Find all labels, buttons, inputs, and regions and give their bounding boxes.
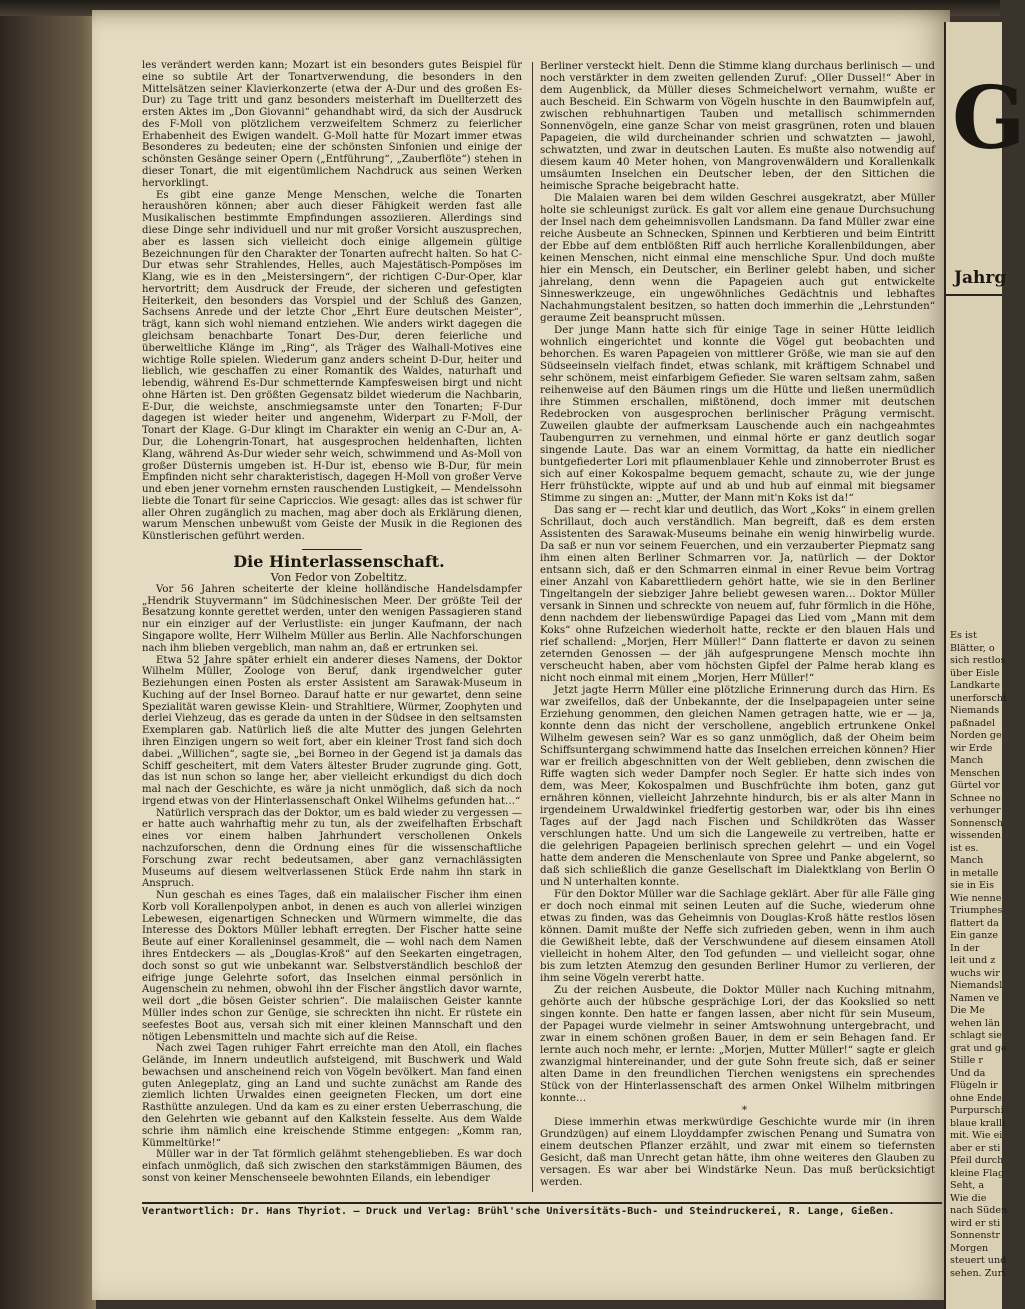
adjacent-text-line: Triumphes (950, 905, 1003, 916)
adjacent-text-line: Morgen (950, 1242, 989, 1254)
adjacent-text-line: Flügeln ir (950, 1080, 998, 1091)
right-column (540, 60, 935, 1200)
adjacent-text-line: Es ist (950, 630, 977, 641)
adjacent-text-line: wir Erde (950, 742, 993, 754)
text-columns (142, 60, 942, 1200)
story-paragraph: Zu der reichen Ausbeute, die Doktor Müller nach Kuching mitnahm, gehörte auch der hübsche gesprächige Lori, der das Kookslied so nett singen konnte. Den hatte er fangen lassen, aber nicht für sein Museum, der Papagei wurde vielmehr in seiner Amtswohnung untergebracht, und zwar in einem schönen großen Bauer, in dem er sein Behagen fand. Er lernte auch noch mehr, er lernte: „Morjen, Mutter Müller!“ sagte er gleich zwanzigmal hintereinander, und der gute Sohn freute sich, daß er seiner alten Dame in den freundlichen Tierchen wenigstens ein sprechendes Stück von der Hinterlassenschaft des armen Onkel Wilhelm mitbringen konnte… (540, 984, 935, 1104)
adjacent-text-line: wissenden (950, 830, 1001, 841)
adjacent-text-line: Die Me (950, 1005, 985, 1016)
adjacent-text-line: unerforscht (950, 692, 1007, 704)
adjacent-text-line: Blätter, o (950, 642, 995, 654)
adjacent-text-line: Niemands (950, 705, 1000, 716)
book-spine-shadow (0, 0, 96, 1309)
adjacent-header: Jahrg (954, 268, 1007, 288)
story-paragraph: Nach zwei Tagen ruhiger Fahrt erreichte man den Atoll, ein flaches Gelände, im Innern undeutlich aufsteigend, mit Buschwerk und Wald bewachsen und anscheinend reich von Vögeln bevölkert. Man fand einen guten Anlegeplatz, ging an Land und suchte zunächst am Rande des ziemlich lichten Urwaldes einen geeigneten Flecken, um dort eine Rasthütte anzulegen. Und da kam es zu einer ersten Ueberraschung, die den Gelehrten wie gebannt auf den Kalkstein fesselte. Aus dem Walde schrie ihm nämlich eine kreischende Stimme entgegen: „Komm ran, Kümmeltürke!“ (142, 1043, 522, 1149)
intro-paragraph: Es gibt eine ganze Menge Menschen, welche die Tonarten heraushören können; aber auch dieser Fähigkeit werden fast alle Musikalischen bestimmte Empfindungen assoziieren. Allerdings sind diese Dinge sehr individuell und nur mit großer Vorsicht auszusprechen, aber es lassen sich vielleicht doch einige allgemein gültige Bezeichnungen für den Charakter der Tonarten aufrecht halten. So hat C-Dur etwas sehr Strahlendes, Helles, auch Majestätisch-Pompöses im Klang, wie es in den „Meistersingern“, der richtigen C-Dur-Oper, klar hervortritt; dem Ausdruck der Freude, der sicheren und gefestigten Heiterkeit, den besonders das Vorspiel und der Schluß des Ganzen, Sachsens Anrede und der letzte Chor „Ehrt Eure deutschen Meister“, trägt, kann sich wohl niemand entziehen. Wie anders wirkt dagegen die gleichsam benachbarte Tonart Des-Dur, deren feierliche und überweltliche Klänge im „Ring“, als Träger des Walhall-Motives eine wichtige Rolle spielen. Wiederum ganz anders scheint D-Dur, heiter und lieblich, wie geschaffen zu einer Romantik des Waldes, naturhaft und lebendig, während Es-Dur schmetternde Kampfesweisen birgt und nicht ohne Härten ist. Den größten Gegensatz bildet wiederum die Nachbarin, E-Dur, die weichste, anschmiegsamste unter den Tonarten; F-Dur dagegen ist wieder heiter und angenehm, Widerpart zu F-Moll, der Tonart der Klage. G-Dur klingt im Charakter ein wenig an C-Dur an, A-Dur, die Lohengrin-Tonart, hat ausgesprochen heldenhaften, lichten Klang, während As-Dur wieder sehr weich, schwimmend und As-Moll von großer Düsternis umgeben ist. H-Dur ist, ebenso wie B-Dur, für mein Empfinden nicht sehr charakteristisch, dagegen H-Moll von großer Verve und eben jener vornehm ernsten rauschenden Lustigkeit, — Mendelssohn liebte die Tonart für seine Capriccios. Wie gesagt: alles das ist schwer für aller Ohren zugänglich zu machen, mag aber doch als Erklärung dienen, warum Menschen unbewußt vom Geiste der Musik in die Regionen des Künstlerischen geführt werden. (142, 189, 522, 543)
adjacent-text-line: flattert da (950, 917, 999, 929)
adjacent-text-line: verhunger (950, 805, 1001, 816)
adjacent-rule (946, 294, 1002, 296)
imprint-footer: Verantwortlich: Dr. Hans Thyriot. — Druck und Verlag: Brühl'sche Universitäts-Buch- und Steindruckerei, R. Lange, Gießen. (142, 1206, 895, 1217)
adjacent-page (944, 22, 1025, 1309)
adjacent-text-line: Menschen (950, 767, 1001, 779)
adjacent-text-line: Pfeil durch (950, 1155, 1004, 1166)
story-paragraph: Jetzt jagte Herrn Müller eine plötzliche Erinnerung durch das Hirn. Es war zweifellos, daß der Unbekannte, der die Inselpapageien unter seine Erziehung genommen, den gleichen Namen getragen hatte, wie er — ja, konnte denn das nicht der verschollene, angeblich ertrunkene Onkel Wilhelm gewesen sein? War es so ganz unmöglich, daß der Oheim beim Schiffsuntergang schwimmend hatte das Inselchen erreichen können? Hier war er freilich abgeschnitten von der Welt geblieben, denn zwischen die Riffe wagten sich weder Dampfer noch Segler. Er hatte sich indes von dem, was Meer, Kokospalmen und Buschfrüchte ihm boten, ganz gut ernähren können, vielleicht Jahrzehnte hindurch, bis er als alter Mann in irgendeinem Urwaldwinkel friedfertig gestorben war, oder bis ihn eines Tages auf der Jagd nach Fischen und Schildkröten das Wasser verschlungen hatte. Und um sich die Langeweile zu vertreiben, hatte er die gelehrigen Papageien berlinisch sprechen gelehrt — und ein Vogel hatte dem anderen die Menschenlaute von Spree und Panke abgelernt, so daß sich schließlich die ganze Gesellschaft im Dialektklang von Berlin O und N unterhalten konnte. (540, 684, 935, 888)
story-paragraph: Das sang er — recht klar und deutlich, das Wort „Koks“ in einem grellen Schrillaut, doch auch verständlich. Man begreift, daß es dem ersten Assistenten des Sarawak-Museums beinahe ein wenig hinwirbelig wurde. Da saß er nun vor seinem Feuerchen, und ein verzauberter Piepmatz sang ihm einen alten Berliner Schmarren vor. Ja, natürlich — der Doktor entsann sich, daß er den Schmarren einmal in einer Revue beim Vortrag einer Anzahl von Kabarettliedern gehört hatte, wie sie in den Berliner Tingeltangeln der siebziger Jahre beliebt gewesen waren… Doktor Müller versank in Sinnen und schreckte von neuem auf, fuhr förmlich in die Höhe, denn nachdem der liebenswürdige Papagei das Lied vom „Mann mit dem Koks“ ohne Rufzeichen wiederholt hatte, reckte er den blauen Hals und rief schallend: „Morjen, Herr Müller!“ Dann flatterte er davon zu seinen zeternden Genossen — der jäh aufgesprungene Mensch mochte ihn verscheucht haben, aber vom höchsten Gipfel der Palme herab klang es nicht noch einmal mit einem „Morjen, Herr Müller!“ (540, 504, 935, 684)
adjacent-text-line: Ein ganze (950, 930, 999, 941)
adjacent-text-line: Schnee no (950, 792, 1001, 804)
footer-rule (142, 1202, 942, 1204)
adjacent-text-line: Purpurschi (950, 1105, 1004, 1116)
adjacent-text-line: in metalle (950, 867, 999, 879)
adjacent-text-line: sie in Eis (950, 880, 995, 891)
intro-paragraph: les verändert werden kann; Mozart ist ein besonders gutes Beispiel für eine so subtile Art der Tonartverwendung, die besonders in den Mittelsätzen seiner Klavierkonzerte (etwa der A-Dur und des großen Es-Dur) zu Tage tritt und ganz besonders meisterhaft im Duellterzett des ersten Aktes im „Don Giovanni“ gehandhabt wird, da sich der Ausdruck des F-Moll von plötzlichem verzweifeltem Schmerz zu feierlicher Erhabenheit des Ewigen wandelt. G-Moll hatte für Mozart immer etwas Besonderes zu bedeuten; eine der schönsten Sinfonien und einige der schönsten Gesänge seiner Opern („Entführung“, „Zauberflöte“) stehen in dieser Tonart, die mit eigentümlichem Nachdruck aus seinen Werken hervorklingt. (142, 60, 522, 189)
story-paragraph: Berliner versteckt hielt. Denn die Stimme klang durchaus berlinisch — und noch verstärkter in dem zweiten gellenden Zuruf: „Oller Dussel!“ Aber in dem Augenblick, da Müller dieses Schmeichelwort vernahm, wußte er auch Bescheid. Ein Schwarm von Vögeln huschte in den Baumwipfeln auf, zwischen rebhuhnartigen Tauben und metallisch schimmernden Sonnenvögeln, eine ganze Schar von meist grasgrünen, roten und blauen Papageien, die wild durcheinander schrien und schwatzten — jawohl, schwatzten, und zwar in deutschen Lauten. Es mußte also notwendig auf diesem kaum 40 Meter hohen, von Mangrovenwäldern und Korallenkalk umsäumten Inselchen ein Deutscher leben, der den Sittichen die heimische Sprache beigebracht hatte. (540, 60, 935, 192)
adjacent-text-line: Wie nenne (950, 892, 1002, 904)
adjacent-text-line: Wie die (950, 1192, 987, 1204)
adjacent-text-fragments (950, 630, 1008, 1280)
adjacent-text-line: Manch (950, 855, 984, 866)
adjacent-text-line: wuchs wir (950, 967, 1000, 979)
column-rule (532, 62, 533, 1192)
adjacent-text-line: leit und z (950, 955, 996, 966)
adjacent-text-line: aber er sti (950, 1142, 1001, 1154)
adjacent-text-line: Sonnensch (950, 817, 1004, 829)
adjacent-text-line: Niemandsl (950, 980, 1003, 991)
adjacent-text-line: Namen ve (950, 992, 1000, 1004)
story-paragraph: Nun geschah es eines Tages, daß ein malaiischer Fischer ihm einen Korb voll Korallenpolypen anbot, in denen es auch von allerlei winzigen Lebewesen, eigenartigen Schnecken und Würmern wimmelte, die das Interesse des Doktors Müller lebhaft erregten. Der Fischer hatte seine Beute auf einer Koralleninsel gesammelt, die — wohl nach dem Namen ihres Entdeckers — als „Douglas-Kroß“ auf den Seekarten eingetragen, doch sonst so gut wie unbekannt war. Selbstverständlich beschloß der eifrige junge Gelehrte sofort, das Inselchen einmal persönlich in Augenschein zu nehmen, obwohl ihn der Fischer ängstlich davor warnte, weil dort „die bösen Geister schrien“. Die malaiischen Geister kannte Müller indes schon zur Genüge, sie schreckten ihn nicht. Er rüstete ein seefestes Boot aus, versah sich mit einer kleinen Mannschaft und den nötigen Lebensmitteln und machte sich auf die Reise. (142, 890, 522, 1043)
adjacent-text-line: Norden ge (950, 730, 1002, 741)
adjacent-text-line: In der (950, 942, 980, 954)
adjacent-text-line: ist es. (950, 842, 979, 854)
closing-paragraph: Diese immerhin etwas merkwürdige Geschichte wurde mir (in ihren Grundzügen) auf einem Lloyddampfer zwischen Penang und Sumatra von einem deutschen Pflanzer erzählt, und zwar mit einem so tiefernsten Gesicht, daß man Unrecht getan hätte, ihm ohne weiteres den Glauben zu versagen. Es war aber bei Windstärke Neun. Das muß berücksichtigt werden. (540, 1116, 935, 1188)
adjacent-text-line: sich restlos (950, 655, 1006, 666)
article-title: Die Hinterlassenschaft. (233, 552, 445, 572)
adjacent-text-line: mit. Wie ei (950, 1130, 1003, 1141)
story-paragraph: Vor 56 Jahren scheiterte der kleine holländische Handelsdampfer „Hendrik Stuyvermann“ im Südchinesischen Meer. Der größte Teil der Besatzung konnte gerettet werden, unter den wenigen Passagieren stand nur ein einziger auf der Verlustliste: ein junger Kaufmann, der nach Singapore wollte, Herr Wilhelm Müller aus Berlin. Alle Nachforschungen nach ihm blieben vergeblich, man nahm an, daß er ertrunken sei. (142, 583, 522, 654)
adjacent-text-line: grat und ge (950, 1042, 1007, 1054)
section-separator: * (741, 1104, 748, 1116)
story-paragraph: Der junge Mann hatte sich für einige Tage in seiner Hütte leidlich wohnlich eingerichtet und konnte die Vögel gut beobachten und behorchen. Es waren Papageien von mittlerer Größe, wie man sie auf den Südseeinseln vielfach findet, etwas schlank, mit kräftigem Schnabel und sehr schönem, meist einfarbigem Gefieder. Sie waren seltsam zahm, saßen reihenweise auf den Bäumen rings um die Hütte und ließen unermüdlich ihre Stimmen erschallen, mißtönend, doch immer mit deutschen Redebrocken von ausgesprochen berlinischer Prägung vermischt. Zuweilen glaubte der aufmerksam Lauschende auch ein nachgeahmtes Taubengurren zu vernehmen, und einmal hörte er ganz deutlich sogar singende Laute. Das war an einem Vormittag, da hatte ein niedlicher buntgefiederter Lori mit pflaumenblauer Kehle und zinnoberroter Brust es sich auf einer Kokospalme bequem gemacht, schaute zu, wie der junge Herr frühstückte, wippte auf und ab und hub auf einmal mit biegsamer Stimme zu singen an: „Mutter, der Mann mit'n Koks ist da!“ (540, 324, 935, 504)
adjacent-text-line: ohne Ende. (950, 1092, 1005, 1104)
adjacent-text-line: steuert und (950, 1255, 1007, 1266)
adjacent-text-line: Seht, a (950, 1180, 985, 1191)
adjacent-text-line: Landkarte (950, 680, 1001, 691)
adjacent-text-line: wird er sti (950, 1217, 1001, 1229)
newspaper-page (92, 10, 950, 1300)
adjacent-text-line: Sonnenstr (950, 1230, 1000, 1241)
adjacent-text-line: blaue kralli (950, 1117, 1006, 1129)
story-paragraph: Die Malaien waren bei dem wilden Geschrei ausgekratzt, aber Müller holte sie schleunigst zurück. Es galt vor allem eine genaue Durchsuchung der Insel nach dem geheimnisvollen Landsmann. Da fand Müller zwar eine reiche Ausbeute an Schnecken, Spinnen und Kerbtieren und beim Eintritt der Ebbe auf dem entblößten Riff auch herrliche Korallenbildungen, aber keinen Menschen, nicht einmal eine menschliche Spur. Und doch mußte hier ein Mensch, ein Deutscher, ein Berliner gelebt haben, und sicher jahrelang, denn wenn die Papageien auch gut entwickelte Sinneswerkzeuge, ein ungewöhnliches Gedächtnis und lebhaftes Nachahmungstalent besitzen, so hatten doch immerhin die „Lehrstunden“ geraume Zeit beansprucht müssen. (540, 192, 935, 324)
adjacent-text-line: Manch (950, 755, 984, 766)
story-paragraph: Müller war in der Tat förmlich gelähmt stehengeblieben. Es war doch einfach unmöglich, daß sich zwischen den starkstämmigen Bäumen, des sonst von keiner Menschenseele bewohnten Eilands, ein lebendiger (142, 1149, 522, 1184)
left-column (142, 60, 522, 1200)
adjacent-text-line: sehen. Zuri (950, 1267, 1006, 1279)
adjacent-text-line: Gürtel vor (950, 780, 1000, 791)
adjacent-text-line: kleine Flag (950, 1167, 1005, 1179)
story-paragraph: Etwa 52 Jahre später erhielt ein anderer dieses Namens, der Doktor Wilhelm Müller, Zoologe von Beruf, dank irgendwelcher guter Beziehungen einen Posten als erster Assistent am Sarawak-Museum in Kuching auf der Insel Borneo. Darauf hatte er nur gewartet, denn seine Spezialität waren gewisse Klein- und Strahltiere, Würmer, Zoophyten und derlei Viehzeug, das es gerade da unten in der Südsee in den seltsamsten Exemplaren gab. Natürlich ließ die alte Mutter des jungen Gelehrten ihren Einzigen ungern so weit fort, aber ein kleiner Trost fand sich doch dabei. „Willichen“, sagte sie, „bei Borneo in der Gegend ist ja damals das Schiff gescheitert, mit dem Vaters ältester Bruder zugrunde ging. Gott, das ist nun schon so lange her, aber vielleicht erkundigst du dich doch mal nach der Geschichte, es wäre ja nicht unmöglich, daß sich da noch irgend etwas von der Hinterlassenschaft Onkel Wilhelms gefunden hat…“ (142, 654, 522, 807)
story-paragraph: Natürlich versprach das der Doktor, um es bald wieder zu vergessen — er hatte auch wahrhaftig mehr zu tun, als der zweifelhaften Erbschaft eines vor einem halben Jahrhundert verschollenen Onkels nachzuforschen, denn die Ordnung eines für die wissenschaftliche Forschung zwar recht bedeutsamen, aber ganz vernachlässigten Museums auf diesem weltverlassenen Stück Erde nahm ihn stark in Anspruch. (142, 807, 522, 890)
adjacent-text-line: Stille r (950, 1055, 983, 1066)
title-divider (302, 549, 362, 550)
adjacent-text-line: nach Süden (950, 1205, 1008, 1216)
adjacent-text-line: schlagt sie (950, 1030, 1002, 1041)
adjacent-text-line: wehen län (950, 1017, 1000, 1029)
article-byline: Von Fedor von Zobeltitz. (270, 571, 408, 585)
masthead-letter: G (952, 68, 1025, 169)
adjacent-text-line: Und da (950, 1067, 986, 1079)
story-paragraph: Für den Doktor Müller war die Sachlage geklärt. Aber für alle Fälle ging er doch noch einmal mit seinen Leuten auf die Suche, wiederum ohne etwas zu finden, was das Geheimnis von Douglas-Kroß hätte restlos lösen können. Damit mußte der Neffe sich zufrieden geben, wenn in ihm auch die Gewißheit lebte, daß der Verschwundene auf diesem einsamen Atoll vielleicht in hohem Alter, den Tod gefunden — und vielleicht sogar, ohne bis zum letzten Atemzug den gesunden Berliner Humor zu verlieren, der ihm seine Vögeln vererbt hatte. (540, 888, 935, 984)
adjacent-text-line: paßnadel (950, 717, 996, 729)
adjacent-text-line: über Eisle (950, 667, 1000, 679)
